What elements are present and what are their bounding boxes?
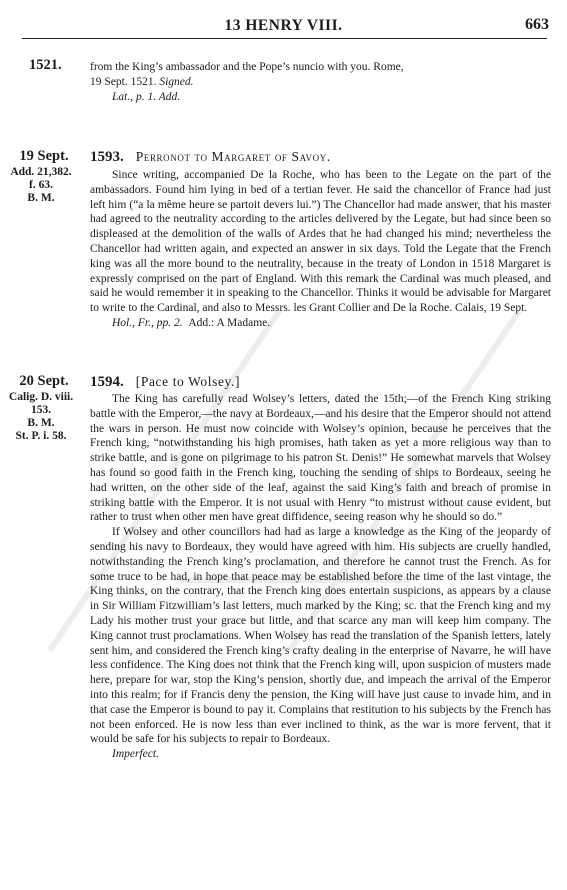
continuation-signed: Signed. [159,75,194,88]
entry-number: 1593. [90,149,124,165]
entry-ref: St. P. i. 58. [15,430,67,442]
running-title: 13 HENRY VIII. [224,17,343,34]
page-number: 663 [525,16,549,33]
continuation-line: from the King’s ambassador and the Pope’s nuncio with you. Rome, [90,61,404,73]
entry-note: Imperfect. [112,748,159,761]
entry-title-line [90,373,240,391]
continuation-block [90,60,551,104]
entry-date: 19 Sept. [19,148,69,164]
year-margin: 1521. [29,57,62,73]
entry-ref: Add. 21,382. [10,166,72,178]
entry-heading: [Pace to Wolsey.] [135,374,241,389]
entry-paragraph: If Wolsey and other councillors had had as large a knowledge as the King of the jeopardy of sending his navy to Bordeaux, they would have agreed with him. His subjects are cruelly handled, notwithstanding the French king’s proclamation, and therefore he cannot trust the French. As for some truce to be had, in hope that peace may be established before the time of the last vintage, the King thinks, on the contrary, that the French king does entertain suspicions, as appears by a clause in Sir William Fitzwilliam’s last letters, much marked by the King; sc. that the French king and my Lady his mother trust your grace but little, and that scarce any man will keep him company. The King cannot trust proclamations. When Wolsey has read the translation of the Spanish letters, lately sent him, and considered the French king’s crafty dealing in the enterprise of Navarre, he will have less confidence. The King does not think that the French king will, upon suspicion of musters made here, prepare for war, stop the King’s pension, shortly due, and impeach the arrival of the Emperor into this realm; for if Francis deny the pension, the King will have just cause to invade him, and in that case the Emperor is bound to pay it. Complains that restitution to his subjects by the French has not been enforced. He is now less than ever inclined to think, as the war is more fervent, that it would be safe for his subjects to repair to Bordeaux. [90,526,551,746]
entry-refs [4,391,78,443]
entry-ref: 153. [30,404,52,416]
entry-source-line [90,316,551,331]
entry-source: Hol., Fr., pp. 2. [112,316,183,329]
entry-body [90,168,551,331]
entry-ref: B. M. [27,417,55,429]
entry-ref: f. 63. [29,179,53,191]
continuation-dateline [90,75,551,90]
continuation-date: 19 Sept. 1521. [90,75,160,88]
entry-ref: Calig. D. viii. [8,391,74,403]
entry-address: Add.: A Madame. [188,316,271,329]
entry-ref: B. M. [27,192,55,204]
continuation-source: Lat., p. 1. Add. [112,90,181,103]
entry-number: 1594. [90,374,124,390]
entry-body [90,392,551,762]
entry-paragraph: Since writing, accompanied De la Roche, who has been to the Legate on the part of the ambassadors. Found him lying in bed of a tertian fever. He said the chancellor of France had just left him (“a la même heure se partoit devers lui.”) The Chancellor had made answer, that his master had agreed to the neutrality according to the articles delivered by the Legate, but had since been so displeased at the demolition of the walls of Ardes that he had changed his mind; nevertheless the Chancellor had written again, and expected an answer in six days. Told the Legate that the French king was all the more bound to the neutrality, because in the treaty of London in 1518 Margaret is expressly comprised on the part of England. With this remark the Cardinal was much pleased, and said he would remember it in speaking to the Chancellor. Thinks it would be advisable for Margaret to write to the Cardinal, and also to Messrs. les Grant Collier and De la Roche. Calais, 19 Sept. [90,169,551,315]
entry-heading: Perronot to Margaret of Savoy. [135,149,331,164]
entry-refs [4,166,78,205]
entry-date: 20 Sept. [19,373,69,389]
entry-title-line [90,148,331,166]
entry-paragraph: The King has carefully read Wolsey’s letters, dated the 15th;—of the French King striking battle with the Emperor,—the navy at Bordeaux,—and his desire that the Emperor should not attend the wars in person. He must now coincide with Wolsey’s opinion, because he perceives that the French king, “notwithstanding his high promises, hath taken as yet a more religious way than to strike battle, and is gone on pilgrimage to his patron St. Denis!” He somewhat marvels that Wolsey has found so good faith in the French king, touching the sending of ships to Bordeaux, seeing he had written, on the other side of the leaf, against the said King’s faith and breach of promise in striking battle with the Emperor. It is not usual with Henry “to mistrust without cause evident, but rather to trust when other men have great diffidence, seeing reason why he should so do.” [90,393,551,524]
header-rule [22,38,547,39]
